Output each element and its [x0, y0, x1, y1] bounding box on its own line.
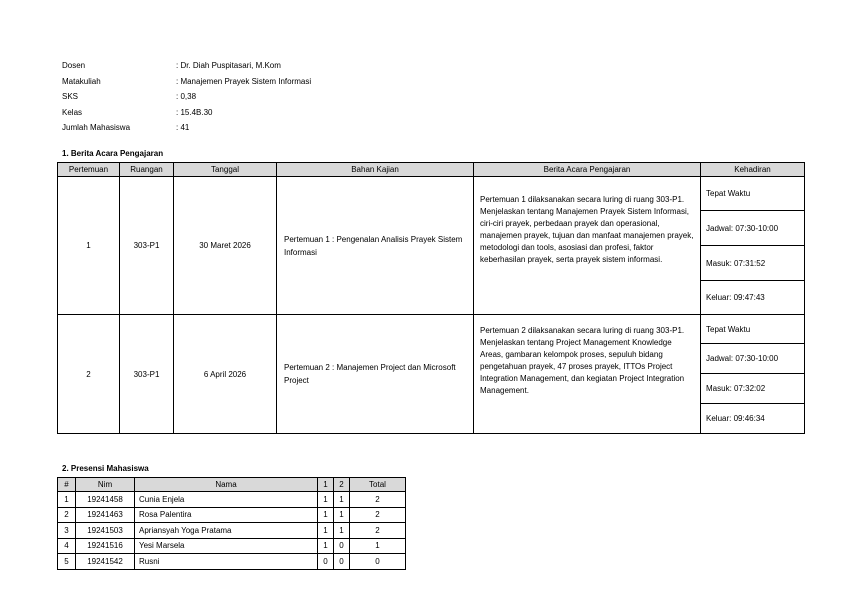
- table-row: [58, 492, 406, 508]
- presence-total: 0: [350, 554, 406, 570]
- meeting-topic: Pertemuan 2 : Manajemen Project dan Microsoft Project: [277, 315, 474, 434]
- info-label: Jumlah Mahasiswa: [62, 123, 131, 133]
- column-header: Kehadiran: [701, 163, 805, 177]
- column-header: Nama: [135, 478, 318, 492]
- info-label: Matakuliah: [62, 76, 101, 86]
- presence-total: 2: [350, 492, 406, 508]
- table-row: [58, 554, 406, 570]
- berita-acara-table: [57, 162, 805, 434]
- column-header: Ruangan: [120, 163, 174, 177]
- presence-total: 2: [350, 507, 406, 523]
- table-row: [58, 538, 406, 554]
- table-header-row: [58, 478, 406, 492]
- presence-2: 0: [334, 538, 350, 554]
- info-row: [62, 58, 311, 74]
- column-header: Tanggal: [174, 163, 277, 177]
- meeting-date: 30 Maret 2026: [174, 177, 277, 315]
- attendance-status: Tepat Waktu: [701, 315, 805, 344]
- column-header: Nim: [76, 478, 135, 492]
- attendance-check-in: Masuk: 07:32:02: [701, 374, 805, 404]
- presence-1: 1: [318, 538, 334, 554]
- table-row: [58, 315, 805, 344]
- presence-total: 1: [350, 538, 406, 554]
- presence-1: 1: [318, 492, 334, 508]
- info-value: : 0,38: [176, 92, 197, 102]
- presensi-table: [57, 477, 406, 570]
- student-nim: 19241458: [76, 492, 135, 508]
- course-info: [62, 58, 311, 136]
- presence-1: 1: [318, 523, 334, 539]
- student-nim: 19241503: [76, 523, 135, 539]
- info-row: [62, 120, 311, 136]
- presence-1: 0: [318, 554, 334, 570]
- info-label: Kelas: [62, 107, 83, 117]
- attendance-check-out: Keluar: 09:46:34: [701, 404, 805, 434]
- student-name: Cunia Enjela: [135, 492, 318, 508]
- info-value: : 15.4B.30: [176, 107, 213, 117]
- column-header: Berita Acara Pengajaran: [474, 163, 701, 177]
- column-header: 2: [334, 478, 350, 492]
- meeting-room: 303-P1: [120, 177, 174, 315]
- student-number: 3: [58, 523, 76, 539]
- column-header: Pertemuan: [58, 163, 120, 177]
- attendance-schedule: Jadwal: 07:30-10:00: [701, 211, 805, 246]
- student-number: 1: [58, 492, 76, 508]
- student-number: 2: [58, 507, 76, 523]
- table-row: [58, 523, 406, 539]
- info-value: : Dr. Diah Puspitasari, M.Kom: [176, 61, 281, 71]
- info-label: Dosen: [62, 61, 86, 71]
- table-row: [58, 177, 805, 211]
- meeting-topic: Pertemuan 1 : Pengenalan Analisis Prayek Sistem Informasi: [277, 177, 474, 315]
- attendance-check-in: Masuk: 07:31:52: [701, 246, 805, 281]
- meeting-number: 2: [58, 315, 120, 434]
- info-label: SKS: [62, 92, 79, 102]
- student-nim: 19241542: [76, 554, 135, 570]
- presence-2: 0: [334, 554, 350, 570]
- meeting-date: 6 April 2026: [174, 315, 277, 434]
- student-nim: 19241463: [76, 507, 135, 523]
- info-row: [62, 74, 311, 90]
- presence-2: 1: [334, 492, 350, 508]
- attendance-schedule: Jadwal: 07:30-10:00: [701, 344, 805, 374]
- student-name: Rusni: [135, 554, 318, 570]
- student-nim: 19241516: [76, 538, 135, 554]
- student-name: Yesi Marsela: [135, 538, 318, 554]
- presence-total: 2: [350, 523, 406, 539]
- meeting-room: 303-P1: [120, 315, 174, 434]
- info-row: [62, 89, 311, 105]
- attendance-status: Tepat Waktu: [701, 177, 805, 211]
- presence-2: 1: [334, 507, 350, 523]
- meeting-description: Pertemuan 1 dilaksanakan secara luring di ruang 303-P1. Menjelaskan tentang Manajemen Prayek Sistem Informasi, ciri-ciri prayek, perbedaan prayek dan operasional, manajemen prayek, tujuan dan manfaat manajemen prayek, metodologi dan tools, asosiasi dan profesi, faktor keberhasilan prayek, serta prayek sistem informasi.: [474, 177, 701, 315]
- presence-1: 1: [318, 507, 334, 523]
- info-value: : 41: [176, 123, 190, 133]
- section-title-berita-acara: 1. Berita Acara Pengajaran: [62, 149, 164, 158]
- table-row: [58, 507, 406, 523]
- table-header-row: [58, 163, 805, 177]
- student-name: Rosa Palentira: [135, 507, 318, 523]
- section-title-presensi: 2. Presensi Mahasiswa: [62, 464, 149, 473]
- column-header: Bahan Kajian: [277, 163, 474, 177]
- column-header: Total: [350, 478, 406, 492]
- info-value: : Manajemen Prayek Sistem Informasi: [176, 76, 312, 86]
- student-number: 4: [58, 538, 76, 554]
- presence-2: 1: [334, 523, 350, 539]
- student-name: Apriansyah Yoga Pratama: [135, 523, 318, 539]
- info-row: [62, 105, 311, 121]
- meeting-number: 1: [58, 177, 120, 315]
- column-header: 1: [318, 478, 334, 492]
- student-number: 5: [58, 554, 76, 570]
- meeting-description: Pertemuan 2 dilaksanakan secara luring di ruang 303-P1. Menjelaskan tentang Project Management Knowledge Areas, gambaran kelompok proses, sepuluh bidang pengetahuan prayek, 47 proses prayek, ITTOs Project Integration Management, dan kegiatan Project Integration Management.: [474, 315, 701, 434]
- column-header: #: [58, 478, 76, 492]
- attendance-check-out: Keluar: 09:47:43: [701, 281, 805, 315]
